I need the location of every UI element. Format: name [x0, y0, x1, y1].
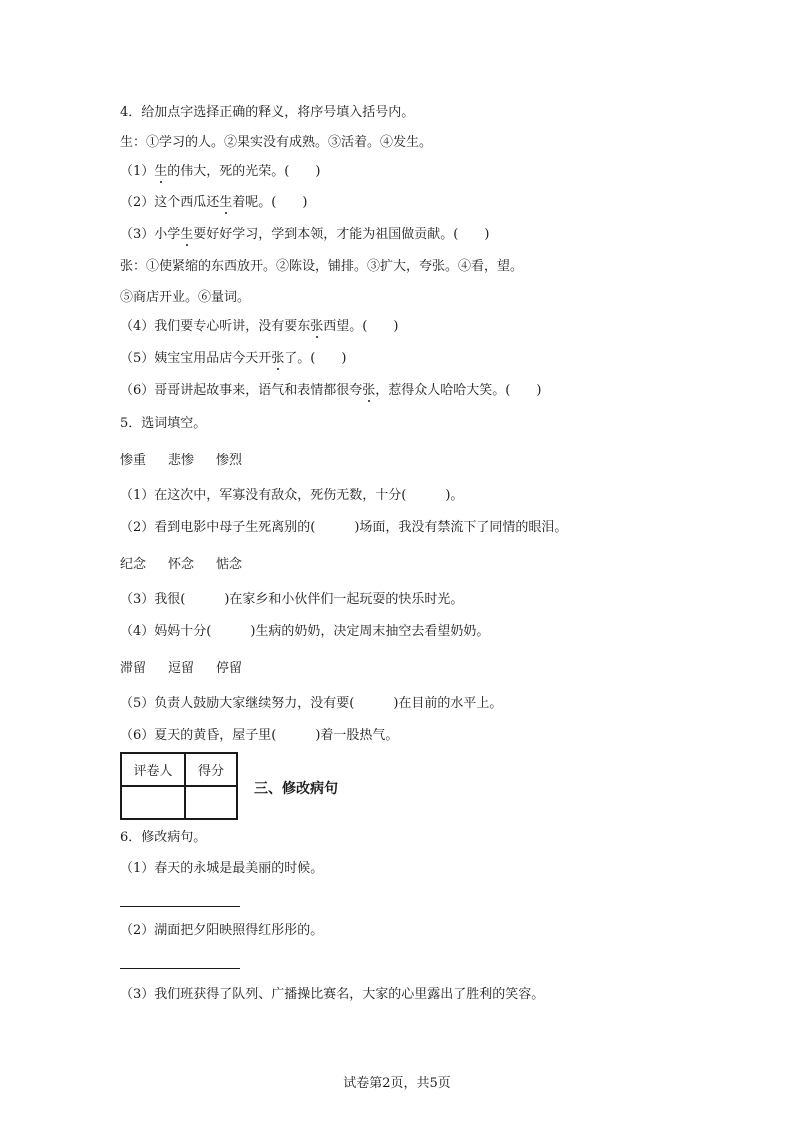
- reviewer-cell[interactable]: [121, 786, 185, 819]
- page-footer: 试卷第2页，共5页: [343, 1076, 451, 1091]
- q4-item-6: （6）哥哥讲起故事来，语气和表情都很夸张，惹得众人哈哈大笑。( ): [120, 383, 542, 398]
- q4-title: 4．给加点字选择正确的释义，将序号填入括号内。: [120, 105, 415, 120]
- word-option: 滞留: [120, 661, 147, 676]
- sheng-definitions: 生：①学习的人。②果实没有成熟。③活着。④发生。: [120, 135, 433, 150]
- q5-sentence-5: （5）负责人鼓励大家继续努力，没有要( )在目前的水平上。: [120, 696, 503, 711]
- dotted-char: 生: [180, 227, 194, 242]
- score-box: [120, 752, 238, 820]
- dotted-char: 生: [219, 195, 233, 210]
- dotted-char: 张: [310, 319, 324, 334]
- reviewer-header: 评卷人: [121, 753, 185, 786]
- zhang-definitions-1: 张：①使紧缩的东西放开。②陈设，铺排。③扩大，夸张。④看，望。: [120, 259, 524, 274]
- q5-sentence-3: （3）我很( )在家乡和小伙伴们一起玩耍的快乐时光。: [120, 592, 464, 607]
- word-option: 悲惨: [168, 453, 195, 468]
- q5-sentence-6: （6）夏天的黄昏，屋子里( )着一股热气。: [120, 728, 399, 743]
- word-option: 惨烈: [216, 453, 243, 468]
- q5-sentence-2: （2）看到电影中母子生死离别的( )场面，我没有禁流下了同情的眼泪。: [120, 520, 568, 535]
- q6-sentence-3: （3）我们班获得了队列、广播操比赛名，大家的心里露出了胜利的笑容。: [120, 987, 545, 1002]
- q5-sentence-1: （1）在这次中，军寡没有敌众，死伤无数，十分( )。: [120, 488, 464, 503]
- dotted-char: 生: [154, 164, 168, 179]
- q4-item-2: （2）这个西瓜还生着呢。( ): [120, 195, 308, 210]
- word-group-2: [120, 556, 264, 574]
- dotted-char: 张: [271, 351, 285, 366]
- answer-line-1[interactable]: [120, 906, 240, 907]
- word-option: 惨重: [120, 453, 147, 468]
- section-title: 三、修改病句: [254, 781, 338, 797]
- word-group-3: [120, 660, 264, 678]
- dotted-char: 张: [362, 383, 376, 398]
- q6-sentence-2: （2）湖面把夕阳映照得红彤彤的。: [120, 923, 324, 938]
- q4-item-4: （4）我们要专心听讲，没有要东张西望。( ): [120, 319, 399, 334]
- word-option: 惦念: [216, 557, 243, 572]
- word-option: 纪念: [120, 557, 147, 572]
- q5-title: 5．选词填空。: [120, 416, 207, 431]
- score-header: 得分: [185, 753, 237, 786]
- word-group-1: [120, 452, 264, 470]
- word-option: 逗留: [168, 661, 195, 676]
- q5-sentence-4: （4）妈妈十分( )生病的奶奶，决定周末抽空去看望奶奶。: [120, 624, 490, 639]
- word-option: 怀念: [168, 557, 195, 572]
- q4-item-3: （3）小学生要好好学习，学到本领，才能为祖国做贡献。( ): [120, 227, 490, 242]
- zhang-definitions-2: ⑤商店开业。⑥量词。: [120, 290, 251, 305]
- q4-item-1: （1）生的伟大，死的光荣。( ): [120, 164, 321, 179]
- q4-item-5: （5）姨宝宝用品店今天开张了。( ): [120, 351, 347, 366]
- q6-sentence-1: （1）春天的永城是最美丽的时候。: [120, 861, 324, 876]
- score-cell[interactable]: [185, 786, 237, 819]
- word-option: 停留: [216, 661, 243, 676]
- answer-line-2[interactable]: [120, 968, 240, 969]
- q6-title: 6．修改病句。: [120, 830, 207, 845]
